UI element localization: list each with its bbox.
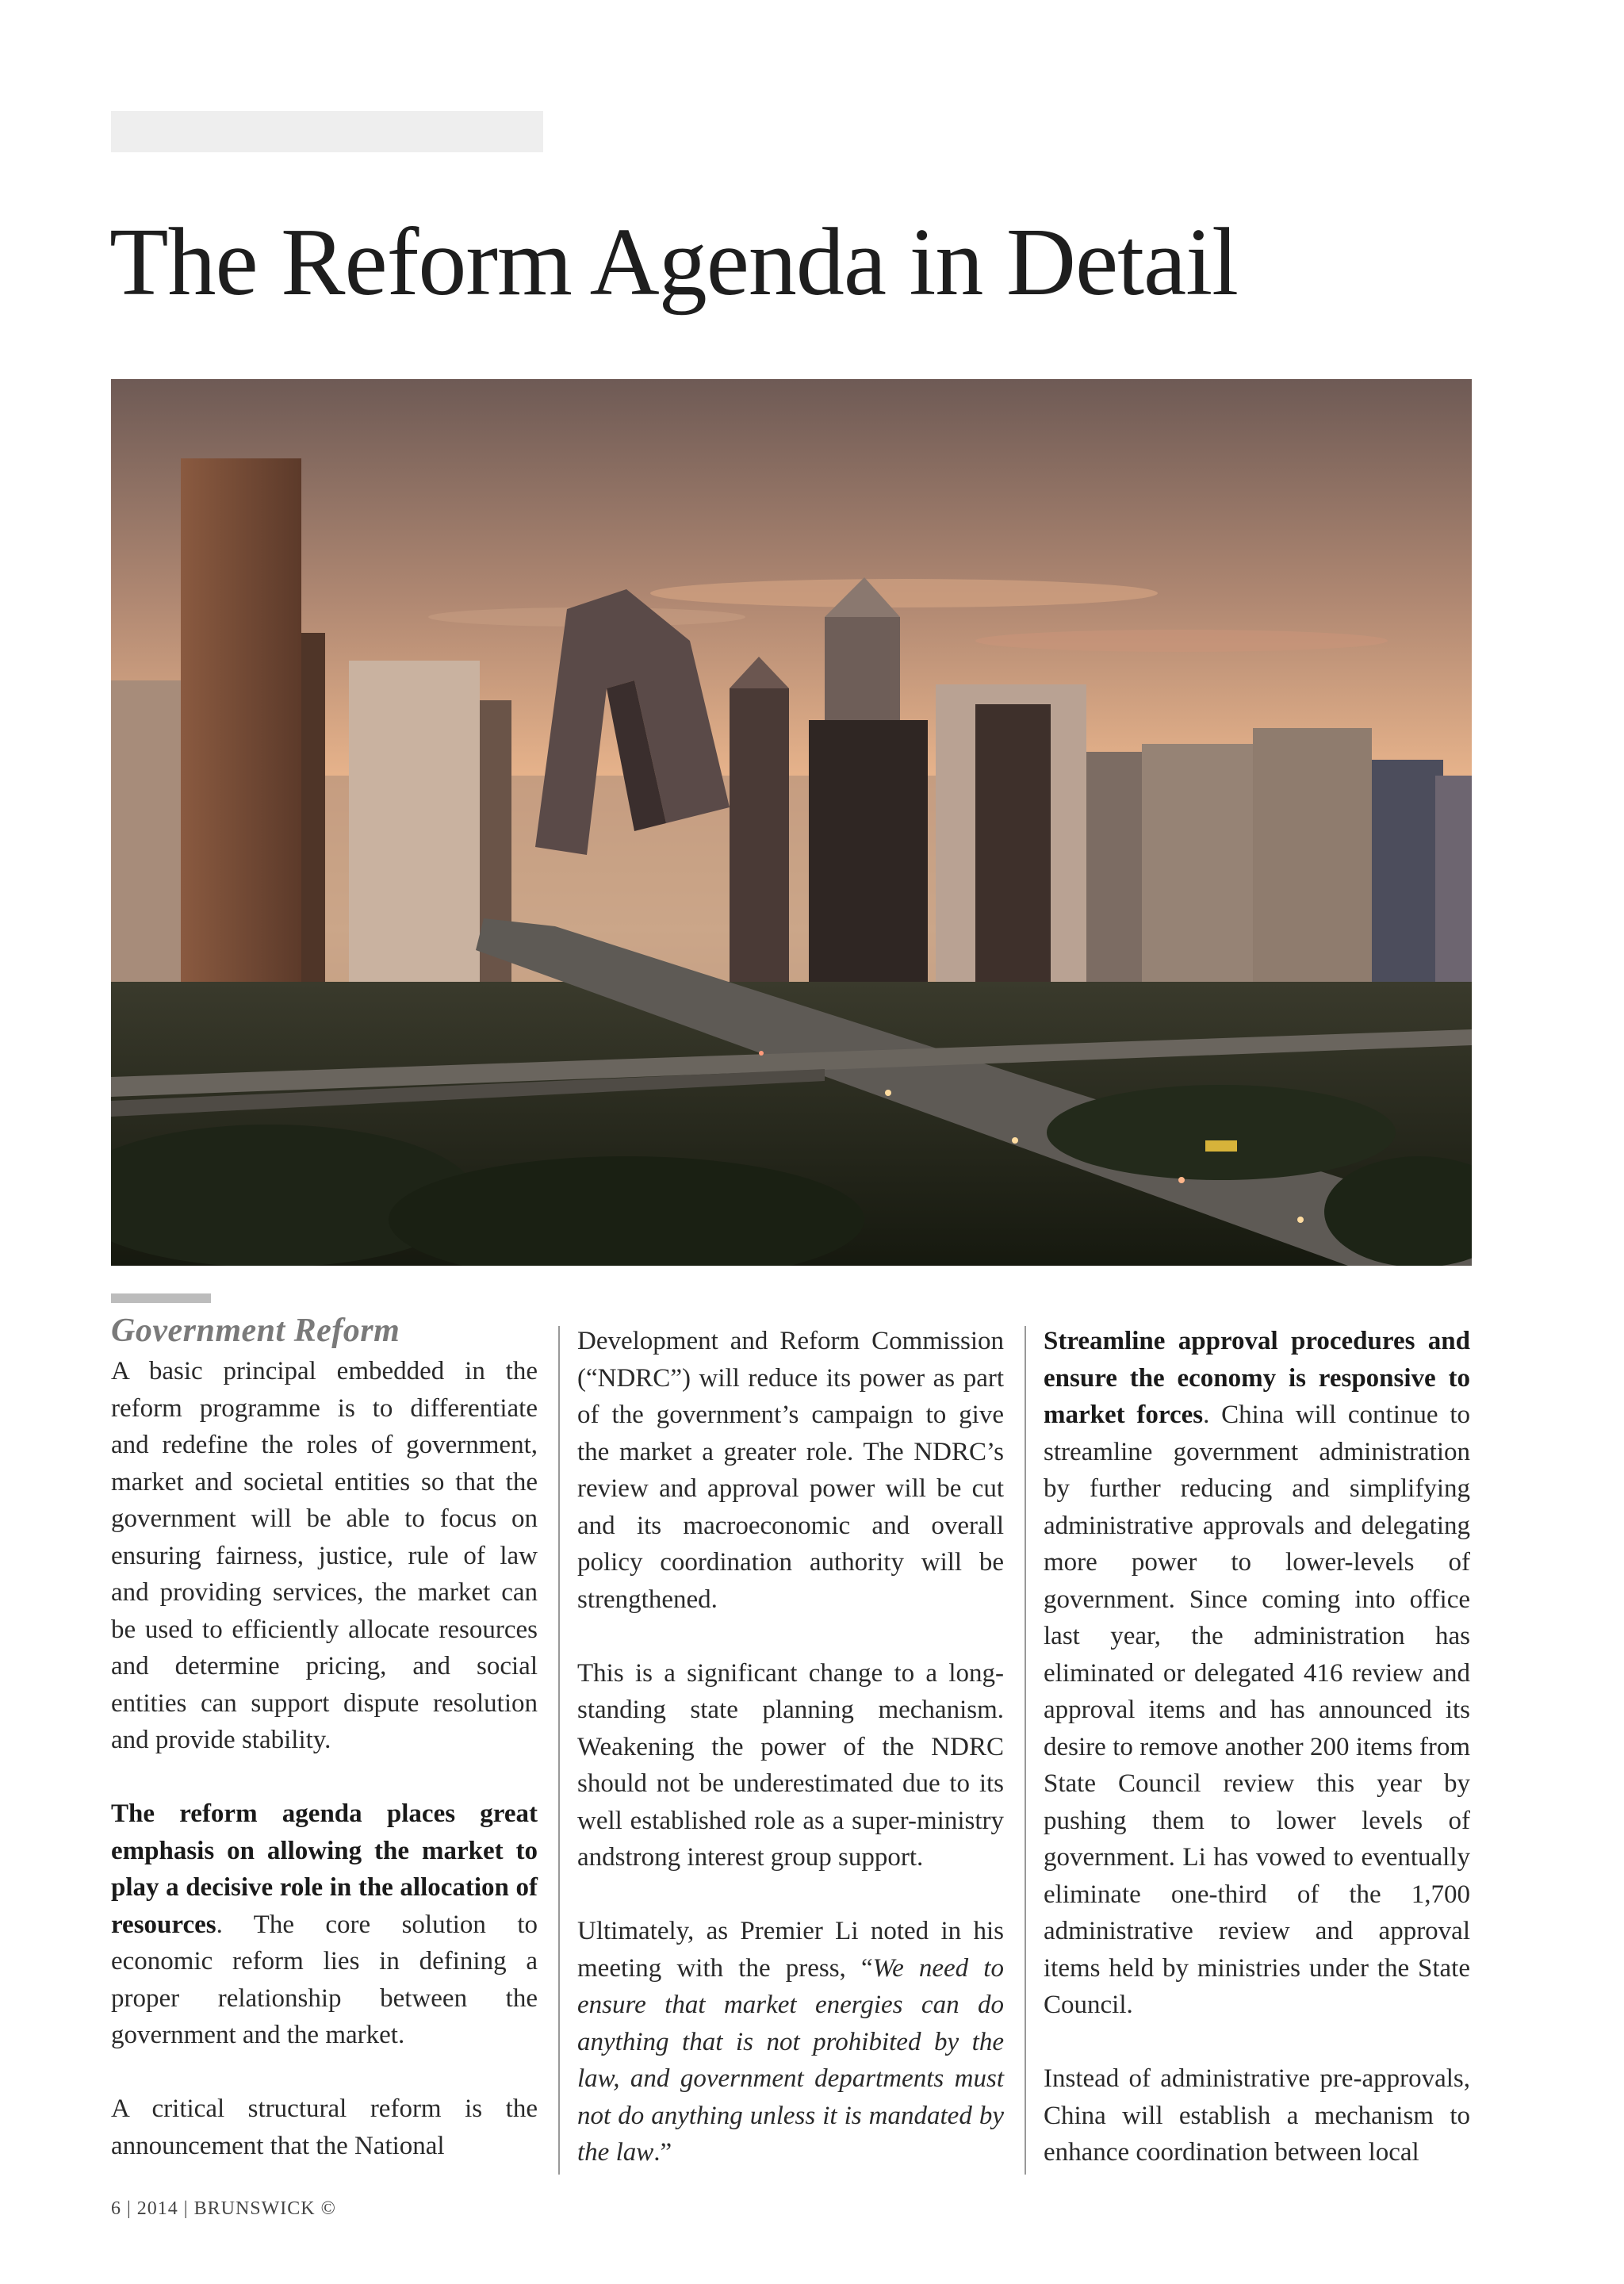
text-column-2 [577,1309,1004,2171]
page-title: The Reform Agenda in Detail [109,209,1239,316]
header-bar [111,111,543,152]
text-column-1 [111,1309,538,2164]
page-footer: 6 | 2014 | BRUNSWICK © [111,2198,336,2219]
paragraph [1044,1309,1470,2024]
paragraph-text: .” [653,2138,672,2167]
paragraph: Instead of administrative pre-approvals, China will establish a mechanism to enhance coordination between local [1044,2064,1470,2167]
column-divider [558,1326,560,2175]
paragraph [111,1795,538,2054]
paragraph-text: Ultimately, as Premier Li noted in his meeting with the press, “ [577,1917,1004,1983]
section-heading: Government Reform [111,1313,400,1349]
paragraph: This is a significant change to a long-standing state planning mechanism. Weakening the power of the NDRC should not be underestimated due to its well established role as a super-ministry andstrong interest group support. [577,1658,1004,1872]
quote: We need to ensure that market energies can do anything that is not prohibited by the law, and government departments must not do anything unless it is mandated by the law [577,1953,1004,2167]
bold-lead: Streamline approval procedures and ensure the economy is responsive to market forces [1044,1327,1470,1429]
paragraph: Development and Reform Commission (“NDRC”) will reduce its power as part of the government’s campaign to give the market a greater role. The NDRC’s review and approval power will be cut and its macroeconomic and overall policy coordination authority will be strengthened. [577,1327,1004,1614]
paragraph-text: . China will continue to streamline government administration by further reducing and simplifying administrative approvals and delegating more power to lower-levels of government. Since coming into office last year, the administration has eliminated or delegated 416 review and approval items and has announced its desire to remove another 200 items from State Council review this year by pushing them to lower levels of government. Li has vowed to eventually eliminate one-third of the 1,700 administrative review and approval items held by ministries under the State Council. [1044,1401,1470,2019]
paragraph: A critical structural reform is the announcement that the National [111,2094,538,2160]
column-divider [1025,1326,1026,2175]
paragraph [577,1913,1004,2171]
city-skyline-photo [111,379,1472,1266]
bold-lead: The reform agenda places great emphasis on allowing the market to play a decisive role in the allocation of resources [111,1799,538,1939]
section-accent-bar [111,1293,211,1303]
paragraph-text: . The core solution to economic reform lies in defining a proper relationship between the government and the market. [111,1910,538,2049]
text-column-3 [1044,1309,1470,2171]
paragraph: A basic principal embedded in the reform programme is to differentiate and redefine the roles of government, market and societal entities so that the government will be able to focus on ensuring fairness, justice, rule of law and providing services, the market can be used to efficiently allocate resources and determine pricing, and social entities can support dispute resolution and provide stability. [111,1357,538,1754]
